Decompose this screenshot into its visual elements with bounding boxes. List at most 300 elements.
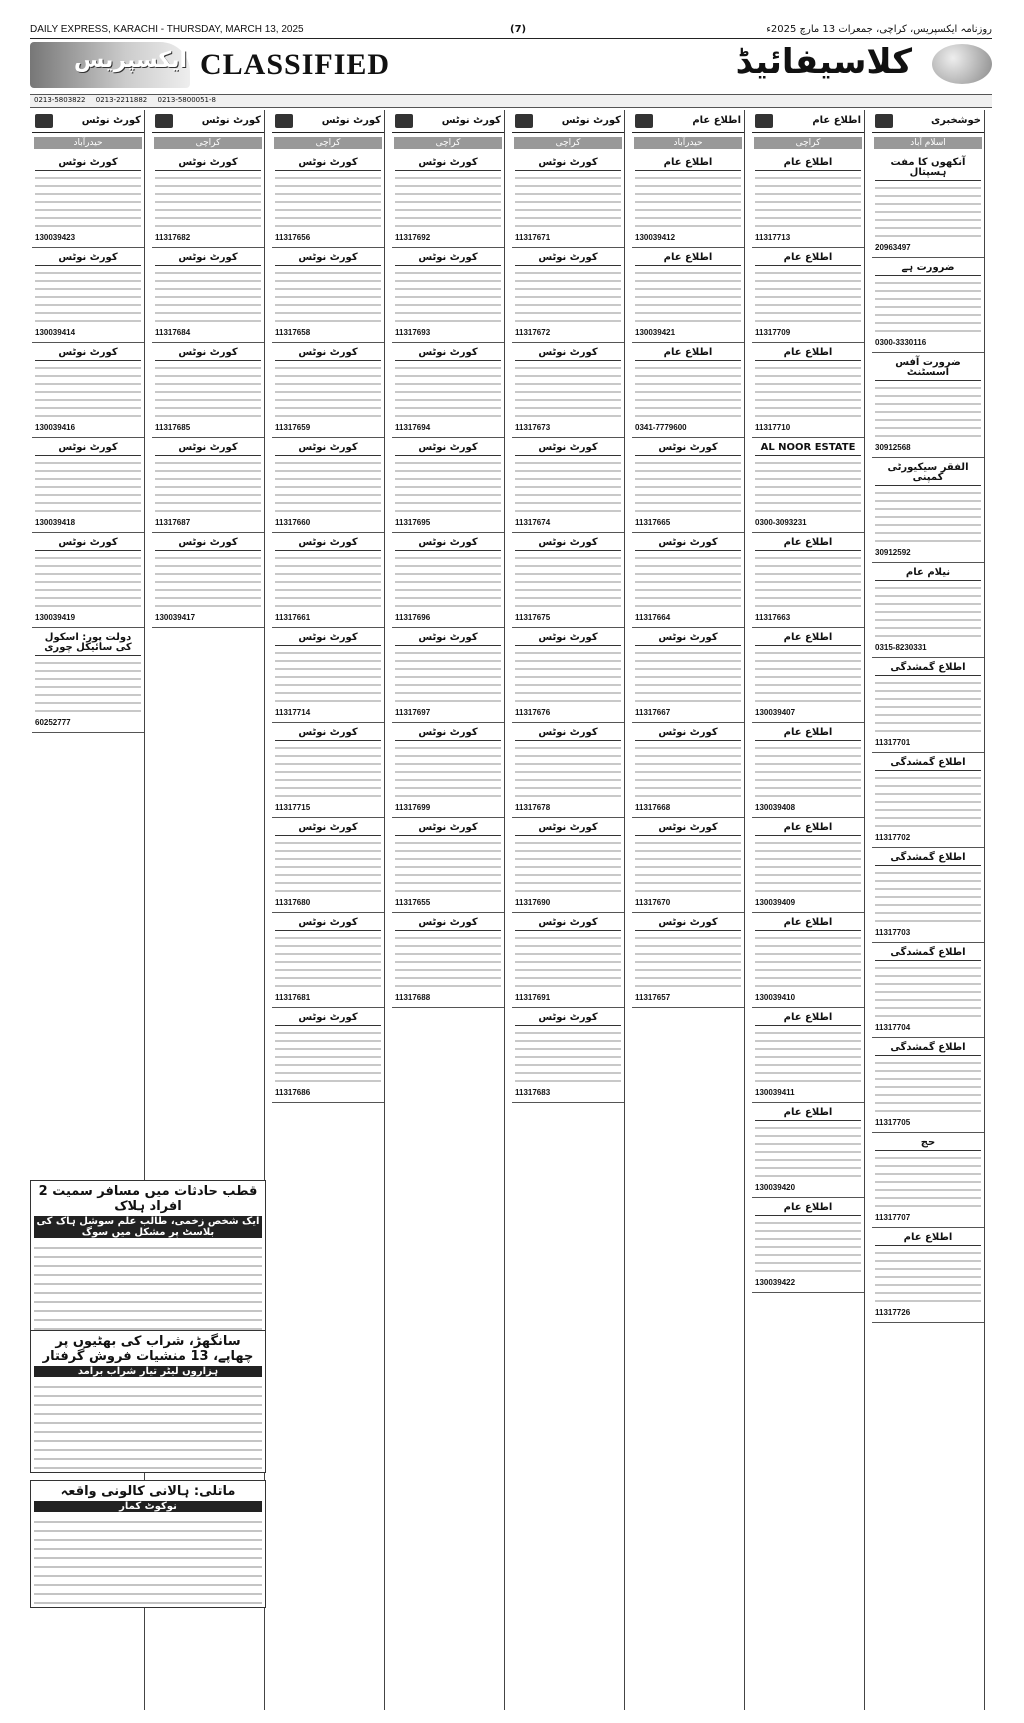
ad-reference-number: 130039418 <box>35 518 76 527</box>
city-section-label: کراچی <box>514 137 622 149</box>
ad-body <box>395 931 501 991</box>
logo-text: ایکسپریس <box>74 48 188 73</box>
ad-body <box>755 741 861 801</box>
ad-title: اطلاع عام <box>875 1231 981 1246</box>
ad-body <box>515 266 621 326</box>
column-header-title: اطلاع عام <box>812 115 861 126</box>
news-headline: سانگھڑ، شراب کی بھٹیوں پر چھاپے، 13 منشیات فروش گرفتار <box>42 1334 254 1364</box>
news-story <box>30 1330 266 1473</box>
classified-ad <box>752 723 864 818</box>
classified-ad <box>392 153 504 248</box>
ad-title: کورٹ نوٹس <box>395 821 501 836</box>
ad-reference-number: 11317674 <box>515 518 551 527</box>
ad-title: اطلاع عام <box>755 631 861 646</box>
ad-title: ضرورت آفس اسسٹنٹ <box>875 356 981 381</box>
ad-body <box>275 171 381 231</box>
news-body <box>34 1240 262 1330</box>
building-icon <box>635 114 653 128</box>
classified-ad <box>752 818 864 913</box>
classified-ad <box>272 628 384 723</box>
classified-ad <box>512 153 624 248</box>
ad-title: اطلاع عام <box>635 156 741 171</box>
classified-ad <box>752 1198 864 1293</box>
column-header <box>152 110 264 133</box>
ad-reference-number: 11317661 <box>275 613 311 622</box>
ad-title: کورٹ نوٹس <box>35 156 141 171</box>
ad-body <box>635 456 741 516</box>
classified-ad <box>392 438 504 533</box>
ad-reference-number: 11317703 <box>875 928 911 937</box>
ad-body <box>635 646 741 706</box>
ad-title: کورٹ نوٹس <box>635 726 741 741</box>
ad-title: کورٹ نوٹس <box>515 536 621 551</box>
building-icon <box>755 114 773 128</box>
classified-ad <box>392 533 504 628</box>
building-icon <box>515 114 533 128</box>
ad-title: اطلاع عام <box>755 916 861 931</box>
ad-reference-number: 130039409 <box>755 898 796 907</box>
ad-title: کورٹ نوٹس <box>515 441 621 456</box>
ad-title: کورٹ نوٹس <box>155 156 261 171</box>
classified-ad <box>512 343 624 438</box>
classified-ad <box>272 248 384 343</box>
ad-title: نیلام عام <box>875 566 981 581</box>
ad-reference-number: 11317697 <box>395 708 431 717</box>
page-title-urdu: کلاسیفائیڈ <box>735 42 912 82</box>
ad-reference-number: 11317704 <box>875 1023 911 1032</box>
ad-title: کورٹ نوٹس <box>275 631 381 646</box>
news-body <box>34 1379 262 1469</box>
ad-title: کورٹ نوٹس <box>395 536 501 551</box>
column-header-title: اطلاع عام <box>692 115 741 126</box>
ad-reference-number: 11317710 <box>755 423 791 432</box>
ad-body <box>35 456 141 516</box>
column-header <box>512 110 624 133</box>
ad-body <box>275 266 381 326</box>
ad-reference-number: 130039408 <box>755 803 796 812</box>
classified-ad <box>872 943 984 1038</box>
ad-body <box>395 456 501 516</box>
ad-body <box>515 456 621 516</box>
express-logo <box>30 42 190 88</box>
page-number: (7) <box>510 24 527 35</box>
column-header-title: کورٹ نوٹس <box>201 115 261 126</box>
ad-reference-number: 11317695 <box>395 518 431 527</box>
ad-body <box>275 361 381 421</box>
masthead <box>30 42 992 92</box>
ad-title: کورٹ نوٹس <box>35 346 141 361</box>
ad-body <box>875 486 981 546</box>
ad-reference-number: 11317688 <box>395 993 431 1002</box>
classified-ad <box>872 1228 984 1323</box>
classified-ad <box>752 1103 864 1198</box>
ad-title: کورٹ نوٹس <box>635 916 741 931</box>
classified-ad <box>752 628 864 723</box>
ad-body <box>875 676 981 736</box>
classified-ad <box>872 848 984 943</box>
ad-title: کورٹ نوٹس <box>155 441 261 456</box>
ad-title: اطلاع عام <box>755 536 861 551</box>
ad-reference-number: 11317713 <box>755 233 791 242</box>
ad-body <box>275 1026 381 1086</box>
city-section-label: کراچی <box>394 137 502 149</box>
ad-reference-number: 11317678 <box>515 803 551 812</box>
ad-title: کورٹ نوٹس <box>515 631 621 646</box>
ad-reference-number: 11317675 <box>515 613 551 622</box>
ad-body <box>515 551 621 611</box>
classified-ad <box>272 153 384 248</box>
classified-ad <box>272 1008 384 1103</box>
ad-reference-number: 130039414 <box>35 328 76 337</box>
ad-title: کورٹ نوٹس <box>275 251 381 266</box>
classified-ad <box>392 723 504 818</box>
news-story <box>30 1180 266 1334</box>
classified-column <box>272 110 385 1710</box>
ad-reference-number: 130039423 <box>35 233 76 242</box>
ad-body <box>875 1056 981 1116</box>
classified-ad <box>152 153 264 248</box>
ad-reference-number: 11317683 <box>515 1088 551 1097</box>
ad-reference-number: 130039419 <box>35 613 76 622</box>
ad-body <box>155 266 261 326</box>
classified-ad <box>872 1038 984 1133</box>
ad-reference-number: 11317663 <box>755 613 791 622</box>
ad-reference-number: 11317665 <box>635 518 671 527</box>
ad-body <box>755 931 861 991</box>
ad-reference-number: 11317687 <box>155 518 191 527</box>
ad-body <box>395 741 501 801</box>
building-icon <box>275 114 293 128</box>
ad-reference-number: 130039412 <box>635 233 676 242</box>
ad-body <box>875 1151 981 1211</box>
ad-title: کورٹ نوٹس <box>515 1011 621 1026</box>
classified-ad <box>632 533 744 628</box>
globe-icon <box>932 44 992 84</box>
news-subheadline: نوکوٹ کمار <box>34 1501 262 1512</box>
classified-ad <box>752 248 864 343</box>
classified-ad <box>152 438 264 533</box>
classified-ad <box>152 248 264 343</box>
ad-reference-number: 30912592 <box>875 548 911 557</box>
ad-reference-number: 11317657 <box>635 993 671 1002</box>
ad-body <box>755 266 861 326</box>
classified-ad <box>32 248 144 343</box>
ad-title: اطلاع عام <box>755 251 861 266</box>
classified-ad <box>32 153 144 248</box>
classified-ad <box>512 248 624 343</box>
ad-body <box>395 551 501 611</box>
ad-title: الفقر سیکیورٹی کمپنی <box>875 461 981 486</box>
ad-title: کورٹ نوٹس <box>635 441 741 456</box>
ad-body <box>275 741 381 801</box>
ad-title: حج <box>875 1136 981 1151</box>
ad-body <box>875 771 981 831</box>
ad-title: اطلاع گمشدگی <box>875 756 981 771</box>
classified-ad <box>512 533 624 628</box>
classified-ad <box>872 458 984 563</box>
classified-ad <box>512 438 624 533</box>
classified-ad <box>752 913 864 1008</box>
ad-title: اطلاع گمشدگی <box>875 661 981 676</box>
column-header-title: کورٹ نوٹس <box>81 115 141 126</box>
column-header-title: کورٹ نوٹس <box>321 115 381 126</box>
ad-body <box>875 866 981 926</box>
ad-body <box>35 551 141 611</box>
ad-body <box>155 456 261 516</box>
ad-body <box>755 171 861 231</box>
city-section-label: کراچی <box>754 137 862 149</box>
ad-reference-number: 130039422 <box>755 1278 796 1287</box>
classified-ad <box>152 343 264 438</box>
ad-body <box>875 276 981 336</box>
classified-ad <box>872 353 984 458</box>
classified-ad <box>872 153 984 258</box>
ad-body <box>515 836 621 896</box>
ad-reference-number: 60252777 <box>35 718 71 727</box>
ad-reference-number: 11317664 <box>635 613 671 622</box>
ad-reference-number: 11317667 <box>635 708 671 717</box>
ad-title: کورٹ نوٹس <box>515 251 621 266</box>
classified-ad <box>32 343 144 438</box>
ad-reference-number: 11317680 <box>275 898 311 907</box>
ad-reference-number: 130039410 <box>755 993 796 1002</box>
phone-number: 0213-2211882 <box>95 96 148 104</box>
classified-ad <box>632 343 744 438</box>
ad-reference-number: 11317668 <box>635 803 671 812</box>
ad-reference-number: 11317686 <box>275 1088 311 1097</box>
ad-reference-number: 11317660 <box>275 518 311 527</box>
ad-title: اطلاع عام <box>755 726 861 741</box>
classified-ad <box>392 248 504 343</box>
city-section-label: کراچی <box>274 137 382 149</box>
ad-reference-number: 11317684 <box>155 328 191 337</box>
ad-body <box>635 741 741 801</box>
ad-title: کورٹ نوٹس <box>515 346 621 361</box>
ad-body <box>755 361 861 421</box>
column-header-title: خوشخبری <box>931 115 981 126</box>
ad-body <box>755 1121 861 1181</box>
classified-ad <box>152 533 264 628</box>
ad-body <box>635 266 741 326</box>
ad-body <box>875 581 981 641</box>
ad-reference-number: 11317705 <box>875 1118 911 1127</box>
classified-ad <box>752 1008 864 1103</box>
ad-body <box>755 1216 861 1276</box>
ad-title: کورٹ نوٹس <box>155 346 261 361</box>
classified-ad <box>512 1008 624 1103</box>
ad-title: کورٹ نوٹس <box>395 631 501 646</box>
city-section-label: حیدرآباد <box>34 137 142 149</box>
ad-reference-number: 11317692 <box>395 233 431 242</box>
classified-ad <box>752 343 864 438</box>
ad-body <box>635 171 741 231</box>
building-icon <box>155 114 173 128</box>
classified-column <box>872 110 985 1710</box>
ad-body <box>155 361 261 421</box>
ad-reference-number: 11317696 <box>395 613 431 622</box>
ad-body <box>875 181 981 241</box>
ad-body <box>515 741 621 801</box>
ad-reference-number: 11317655 <box>395 898 431 907</box>
dateline-right: روزنامہ ایکسپریس، کراچی، جمعرات 13 مارچ 2025ء <box>766 24 992 35</box>
classified-ad <box>872 258 984 353</box>
ad-reference-number: 11317681 <box>275 993 311 1002</box>
column-header <box>32 110 144 133</box>
ad-body <box>635 836 741 896</box>
ad-reference-number: 11317714 <box>275 708 311 717</box>
classified-ad <box>632 153 744 248</box>
ad-title: کورٹ نوٹس <box>275 156 381 171</box>
column-header <box>752 110 864 133</box>
ad-body <box>515 361 621 421</box>
classified-ad <box>872 753 984 848</box>
ad-reference-number: 11317682 <box>155 233 191 242</box>
ad-body <box>35 656 141 716</box>
ad-title: کورٹ نوٹس <box>515 916 621 931</box>
ad-body <box>635 931 741 991</box>
ad-reference-number: 11317699 <box>395 803 431 812</box>
news-subheadline: ہزاروں لیٹر تیار شراب برآمد <box>34 1366 262 1377</box>
classified-ad <box>632 628 744 723</box>
ad-title: اطلاع عام <box>755 346 861 361</box>
classified-ad <box>632 818 744 913</box>
building-icon <box>395 114 413 128</box>
ad-body <box>35 266 141 326</box>
ad-body <box>755 646 861 706</box>
classified-ad <box>512 913 624 1008</box>
ad-reference-number: 11317707 <box>875 1213 911 1222</box>
ad-reference-number: 11317715 <box>275 803 311 812</box>
ad-body <box>275 931 381 991</box>
ad-reference-number: 130039407 <box>755 708 796 717</box>
ad-reference-number: 0300-3093231 <box>755 518 807 527</box>
phone-number: 0213-5803822 <box>34 96 86 104</box>
news-subheadline: ایک شخص زخمی، طالب علم سوشل ہاک کی بلاسٹ پر مشکل میں سوگ <box>34 1216 262 1238</box>
ad-reference-number: 11317672 <box>515 328 551 337</box>
ad-reference-number: 0300-3330116 <box>875 338 927 347</box>
classified-column <box>392 110 505 1710</box>
ad-body <box>35 171 141 231</box>
column-header <box>632 110 744 133</box>
ad-title: کورٹ نوٹس <box>515 156 621 171</box>
ad-body <box>35 361 141 421</box>
building-icon <box>875 114 893 128</box>
ad-title: اطلاع گمشدگی <box>875 946 981 961</box>
ad-body <box>755 836 861 896</box>
ad-title: اطلاع عام <box>635 346 741 361</box>
ad-reference-number: 130039416 <box>35 423 76 432</box>
ad-title: کورٹ نوٹس <box>35 441 141 456</box>
classified-ad <box>32 533 144 628</box>
ad-title: کورٹ نوٹس <box>275 916 381 931</box>
classified-ad <box>872 658 984 753</box>
classified-ad <box>512 628 624 723</box>
ad-body <box>755 456 861 516</box>
ad-title: کورٹ نوٹس <box>275 1011 381 1026</box>
ad-title: کورٹ نوٹس <box>275 536 381 551</box>
ad-title: کورٹ نوٹس <box>275 726 381 741</box>
contact-bar <box>30 94 992 108</box>
ad-body <box>755 1026 861 1086</box>
ad-title: کورٹ نوٹس <box>35 251 141 266</box>
ad-body <box>395 171 501 231</box>
classified-ad <box>272 343 384 438</box>
ad-body <box>275 551 381 611</box>
ad-title: اطلاع گمشدگی <box>875 1041 981 1056</box>
ad-title: کورٹ نوٹس <box>635 536 741 551</box>
ad-reference-number: 11317709 <box>755 328 791 337</box>
ad-reference-number: 11317673 <box>515 423 551 432</box>
ad-title: کورٹ نوٹس <box>35 536 141 551</box>
classified-ad <box>872 1133 984 1228</box>
column-header <box>392 110 504 133</box>
ad-reference-number: 30912568 <box>875 443 911 452</box>
classified-ad <box>512 723 624 818</box>
ad-title: کورٹ نوٹس <box>155 536 261 551</box>
ad-title: کورٹ نوٹس <box>395 726 501 741</box>
city-section-label: حیدرآباد <box>634 137 742 149</box>
ad-reference-number: 20963497 <box>875 243 911 252</box>
classified-ad <box>632 723 744 818</box>
dateline-left: DAILY EXPRESS, KARACHI - THURSDAY, MARCH 13, 2025 <box>30 24 304 35</box>
ad-body <box>875 961 981 1021</box>
ad-reference-number: 0315-8230331 <box>875 643 927 652</box>
ad-body <box>395 266 501 326</box>
ad-body <box>155 171 261 231</box>
classified-column <box>512 110 625 1710</box>
ad-title: اطلاع عام <box>635 251 741 266</box>
ad-title: کورٹ نوٹس <box>515 821 621 836</box>
ad-reference-number: 0341-7779600 <box>635 423 687 432</box>
ad-body <box>275 456 381 516</box>
classified-ad <box>632 913 744 1008</box>
classified-ad <box>272 818 384 913</box>
classified-ad <box>32 438 144 533</box>
ad-reference-number: 11317691 <box>515 993 551 1002</box>
classified-ad <box>752 438 864 533</box>
ad-body <box>515 1026 621 1086</box>
ad-body <box>395 836 501 896</box>
ad-title: اطلاع گمشدگی <box>875 851 981 866</box>
ad-title: کورٹ نوٹس <box>395 346 501 361</box>
classified-ad <box>272 533 384 628</box>
column-header <box>272 110 384 133</box>
dateline <box>30 24 992 39</box>
column-header-title: کورٹ نوٹس <box>441 115 501 126</box>
ad-body <box>275 646 381 706</box>
ad-title: دولت پور: اسکول کی سائیکل چوری <box>35 631 141 656</box>
classified-ad <box>752 153 864 248</box>
ad-body <box>395 646 501 706</box>
ad-title: اطلاع عام <box>755 1201 861 1216</box>
classified-column <box>752 110 865 1710</box>
phone-number: 0213-5800051-8 <box>157 96 216 104</box>
ad-title: کورٹ نوٹس <box>275 346 381 361</box>
ad-title: کورٹ نوٹس <box>635 631 741 646</box>
ad-title: کورٹ نوٹس <box>395 251 501 266</box>
column-header <box>872 110 984 133</box>
ad-title: کورٹ نوٹس <box>395 156 501 171</box>
classified-ad <box>392 818 504 913</box>
classified-ad <box>392 343 504 438</box>
ad-reference-number: 11317694 <box>395 423 431 432</box>
page-title-english: CLASSIFIED <box>200 48 391 81</box>
ad-reference-number: 11317658 <box>275 328 311 337</box>
ad-reference-number: 130039420 <box>755 1183 796 1192</box>
classified-ad <box>752 533 864 628</box>
classified-ad <box>272 438 384 533</box>
ad-title: کورٹ نوٹس <box>395 441 501 456</box>
